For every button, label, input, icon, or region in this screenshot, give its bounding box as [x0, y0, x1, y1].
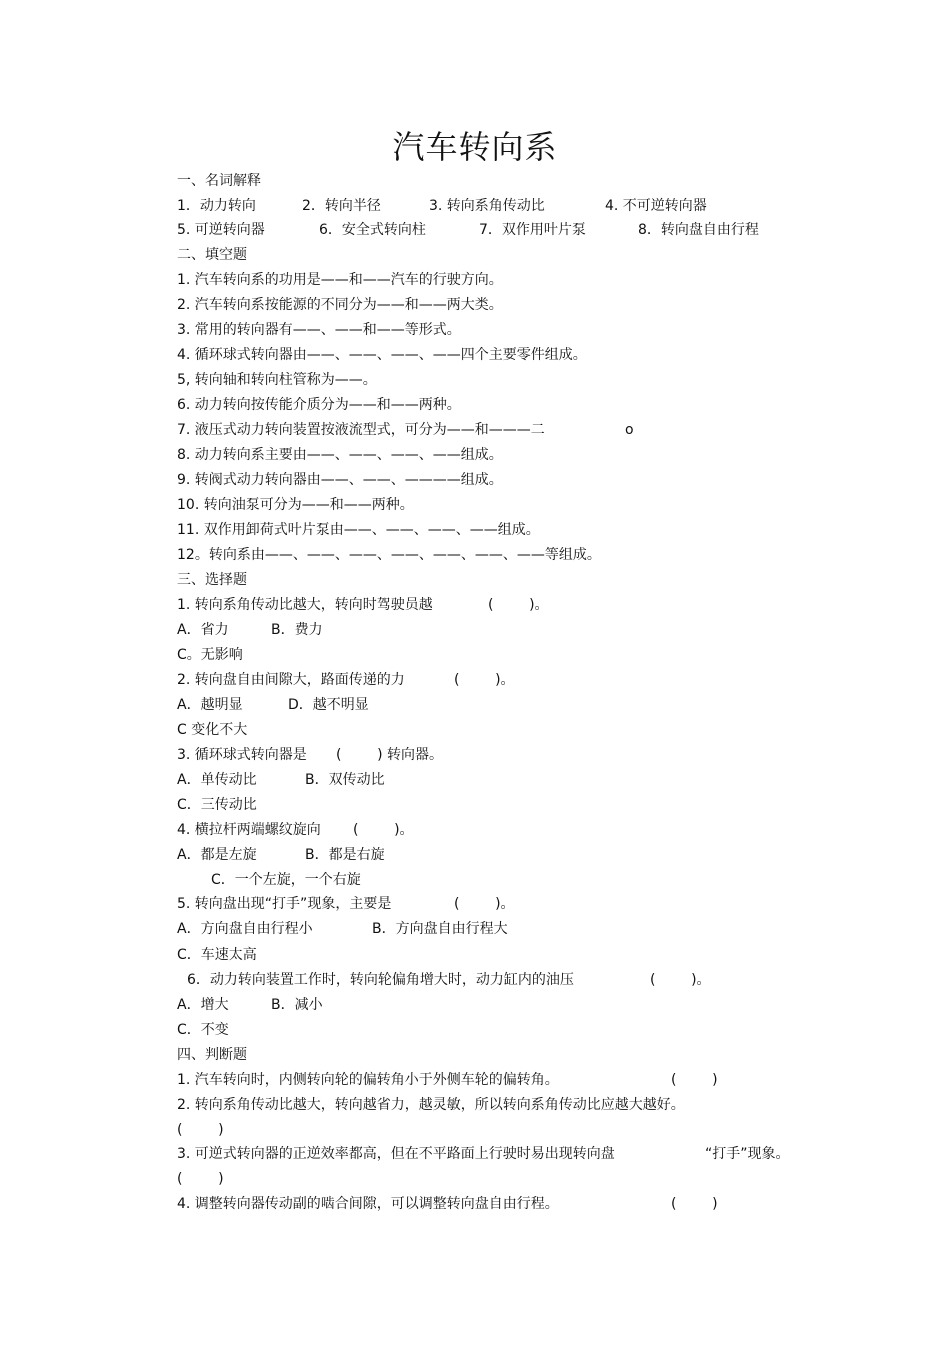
answer-paren: ( )。	[650, 972, 711, 988]
term: 5. 可逆转向器	[177, 222, 265, 238]
answer-paren: ( )。	[454, 672, 515, 688]
option-b: B．费力	[271, 622, 323, 638]
judgement-item: 1. 汽车转向时，内侧转向轮的偏转角小于外侧车轮的偏转角。	[177, 1072, 559, 1088]
term: 8．转向盘自由行程	[638, 222, 759, 238]
judgement-item: 4. 调整转向器传动副的啮合间隙，可以调整转向盘自由行程。	[177, 1196, 559, 1212]
answer-paren: ( )	[671, 1072, 718, 1088]
option-c: C。无影响	[177, 647, 243, 663]
term: 4. 不可逆转向器	[605, 198, 707, 214]
option-row	[177, 696, 577, 714]
question-stem: 3. 循环球式转向器是	[177, 747, 307, 763]
fill-item: 1. 汽车转向系的功用是——和——汽车的行驶方向。	[177, 272, 503, 288]
option-row	[177, 771, 577, 789]
term: 2．转向半径	[302, 198, 381, 214]
term-row	[177, 197, 877, 215]
option-a: A．增大	[177, 997, 229, 1013]
question-stem: 2. 转向盘自由间隙大，路面传递的力	[177, 672, 405, 688]
option-a: A．都是左旋	[177, 847, 257, 863]
term: 3. 转向系角传动比	[429, 198, 545, 214]
judgement-item: 2. 转向系角传动比越大，转向越省力，越灵敏，所以转向系角传动比应越大越好。	[177, 1097, 685, 1113]
option-b: B．都是右旋	[305, 847, 385, 863]
section-heading: 三、选择题	[177, 572, 247, 588]
fill-item-tail: o	[625, 422, 634, 438]
option-b: B．减小	[271, 997, 323, 1013]
question-stem: 5. 转向盘出现“打手”现象，主要是	[177, 896, 392, 912]
question-stem: 4. 横拉杆两端螺纹旋向	[177, 822, 321, 838]
fill-item: 5, 转向轴和转向柱管称为——。	[177, 372, 377, 388]
term: 7．双作用叶片泵	[479, 222, 586, 238]
fill-item: 2. 汽车转向系按能源的不同分为——和——两大类。	[177, 297, 503, 313]
fill-item: 12。转向系由——、——、——、——、——、——、——等组成。	[177, 547, 601, 563]
option-row	[177, 621, 577, 639]
judgement-item-cont: “打手”现象。	[705, 1146, 790, 1162]
option-c: C 变化不大	[177, 722, 248, 738]
option-a: A．省力	[177, 622, 229, 638]
option-b: D．越不明显	[288, 697, 369, 713]
fill-item: 9. 转阀式动力转向器由——、——、————组成。	[177, 472, 503, 488]
option-row	[177, 846, 577, 864]
option-a: A．越明显	[177, 697, 243, 713]
fill-item: 7. 液压式动力转向装置按液流型式，可分为——和———二	[177, 422, 545, 438]
section-heading: 二、填空题	[177, 247, 247, 263]
option-row	[177, 920, 677, 938]
option-b: B．方向盘自由行程大	[372, 921, 508, 937]
option-a: A．单传动比	[177, 772, 257, 788]
term-row	[177, 221, 877, 239]
answer-paren: ( )。	[488, 597, 549, 613]
question-stem: 1. 转向系角传动比越大，转向时驾驶员越	[177, 597, 433, 613]
fill-item: 3. 常用的转向器有——、——和——等形式。	[177, 322, 461, 338]
option-c: C．一个左旋，一个右旋	[211, 872, 361, 888]
term: 6．安全式转向柱	[319, 222, 426, 238]
fill-item: 6. 动力转向按传能介质分为——和——两种。	[177, 397, 461, 413]
option-b: B．双传动比	[305, 772, 385, 788]
answer-paren: ( ) 转向器。	[336, 747, 443, 763]
answer-paren: ( )	[671, 1196, 718, 1212]
option-c: C．不变	[177, 1022, 229, 1038]
fill-item: 10. 转向油泵可分为——和——两种。	[177, 497, 414, 513]
option-row	[177, 996, 577, 1014]
section-heading: 四、判断题	[177, 1047, 247, 1063]
answer-paren: ( )	[177, 1171, 224, 1187]
fill-item: 8. 动力转向系主要由——、——、——、——组成。	[177, 447, 503, 463]
document-title: 汽车转向系	[392, 128, 558, 166]
option-a: A．方向盘自由行程小	[177, 921, 313, 937]
option-c: C．三传动比	[177, 797, 257, 813]
answer-paren: ( )	[177, 1122, 224, 1138]
answer-paren: ( )。	[454, 896, 515, 912]
fill-item: 4. 循环球式转向器由——、——、——、——四个主要零件组成。	[177, 347, 587, 363]
judgement-item: 3. 可逆式转向器的正逆效率都高，但在不平路面上行驶时易出现转向盘	[177, 1146, 615, 1162]
section-heading: 一、名词解释	[177, 173, 261, 189]
term: 1．动力转向	[177, 198, 256, 214]
question-stem: 6．动力转向装置工作时，转向轮偏角增大时，动力缸内的油压	[187, 972, 574, 988]
option-c: C．车速太高	[177, 947, 257, 963]
fill-item: 11. 双作用卸荷式叶片泵由——、——、——、——组成。	[177, 522, 540, 538]
answer-paren: ( )。	[353, 822, 414, 838]
